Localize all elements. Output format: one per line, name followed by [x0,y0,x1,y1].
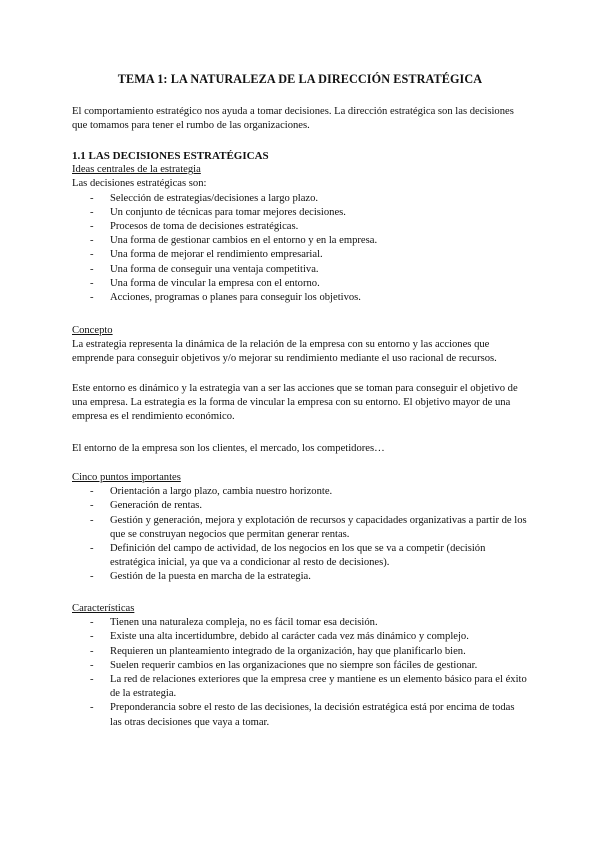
concepto-paragraph-2: Este entorno es dinámico y la estrategia van a ser las acciones que se toman para conseguir el objetivo de una empresa. La estrategia es la forma de vincular la empresa con su entorno. El objetivo mayor de una empresa es el rendimiento económico. [72,383,518,423]
list-item: - Una forma de conseguir una ventaja competitiva. [72,263,528,277]
list-item: - Gestión de la puesta en marcha de la estrategia. [72,570,528,584]
list-item: - Una forma de mejorar el rendimiento empresarial. [72,248,528,262]
section-heading: 1.1 LAS DECISIONES ESTRATÉGICAS [72,150,269,162]
concepto-block-3 [72,442,528,456]
list-item: - Tienen una naturaleza compleja, no es fácil tomar esa decisión. [72,616,528,630]
list-item: - Generación de rentas. [72,499,528,513]
list-item: - Una forma de vincular la empresa con el entorno. [72,277,528,291]
list-item: - Un conjunto de técnicas para tomar mejores decisiones. [72,206,528,220]
list-item: - Preponderancia sobre el resto de las decisiones, la decisión estratégica está por encima de todas las otras decisiones que vaya a tomar. [72,701,528,729]
caracteristicas-block [72,602,528,730]
list-item: - Definición del campo de actividad, de los negocios en los que se va a competir (decisión estratégica inicial, ya que va a condicionar al resto de decisiones). [72,542,528,570]
intro-block [72,105,528,133]
ideas-list [72,192,528,306]
list-item: - Procesos de toma de decisiones estratégicas. [72,220,528,234]
cinco-heading: Cinco puntos importantes [72,472,181,483]
list-item: - Gestión y generación, mejora y explotación de recursos y capacidades organizativas a partir de los que se construyan negocios que permitan generar rentas. [72,514,528,542]
list-item: - La red de relaciones exteriores que la empresa cree y mantiene es un elemento básico para el éxito de la estrategia. [72,673,528,701]
ideas-lead: Las decisiones estratégicas son: [72,178,207,190]
list-item: - Orientación a largo plazo, cambia nuestro horizonte. [72,485,528,499]
concepto-block-2 [72,382,528,425]
intro-paragraph: El comportamiento estratégico nos ayuda a tomar decisiones. La dirección estratégica son las decisiones que tomamos para tener el rumbo de las organizaciones. [72,106,514,132]
caracteristicas-list [72,616,528,730]
concepto-paragraph-3: El entorno de la empresa son los clientes, el mercado, los competidores… [72,443,385,454]
list-item: - Existe una alta incertidumbre, debido al carácter cada vez más dinámico y complejo. [72,630,528,644]
list-item: - Una forma de gestionar cambios en el entorno y en la empresa. [72,234,528,248]
concepto-heading: Concepto [72,325,113,336]
concepto-block [72,324,528,367]
list-item: - Requieren un planteamiento integrado de la organización, hay que planificarlo bien. [72,645,528,659]
list-item: - Selección de estrategias/decisiones a largo plazo. [72,192,528,206]
ideas-heading: Ideas centrales de la estrategia [72,164,201,176]
document-title: TEMA 1: LA NATURALEZA DE LA DIRECCIÓN ESTRATÉGICA [117,72,483,86]
section-decisiones [72,149,528,305]
list-item: - Acciones, programas o planes para conseguir los objetivos. [72,291,528,305]
caracteristicas-heading: Características [72,603,135,614]
concepto-paragraph-1: La estrategia representa la dinámica de la relación de la empresa con su entorno y las acciones que emprende para conseguir objetivos y/o mejorar su rendimiento mediante el uso racional de recursos. [72,339,497,365]
cinco-list [72,485,528,584]
cinco-puntos-block [72,471,528,585]
list-item: - Suelen requerir cambios en las organizaciones que no siempre son fáciles de gestionar. [72,659,528,673]
